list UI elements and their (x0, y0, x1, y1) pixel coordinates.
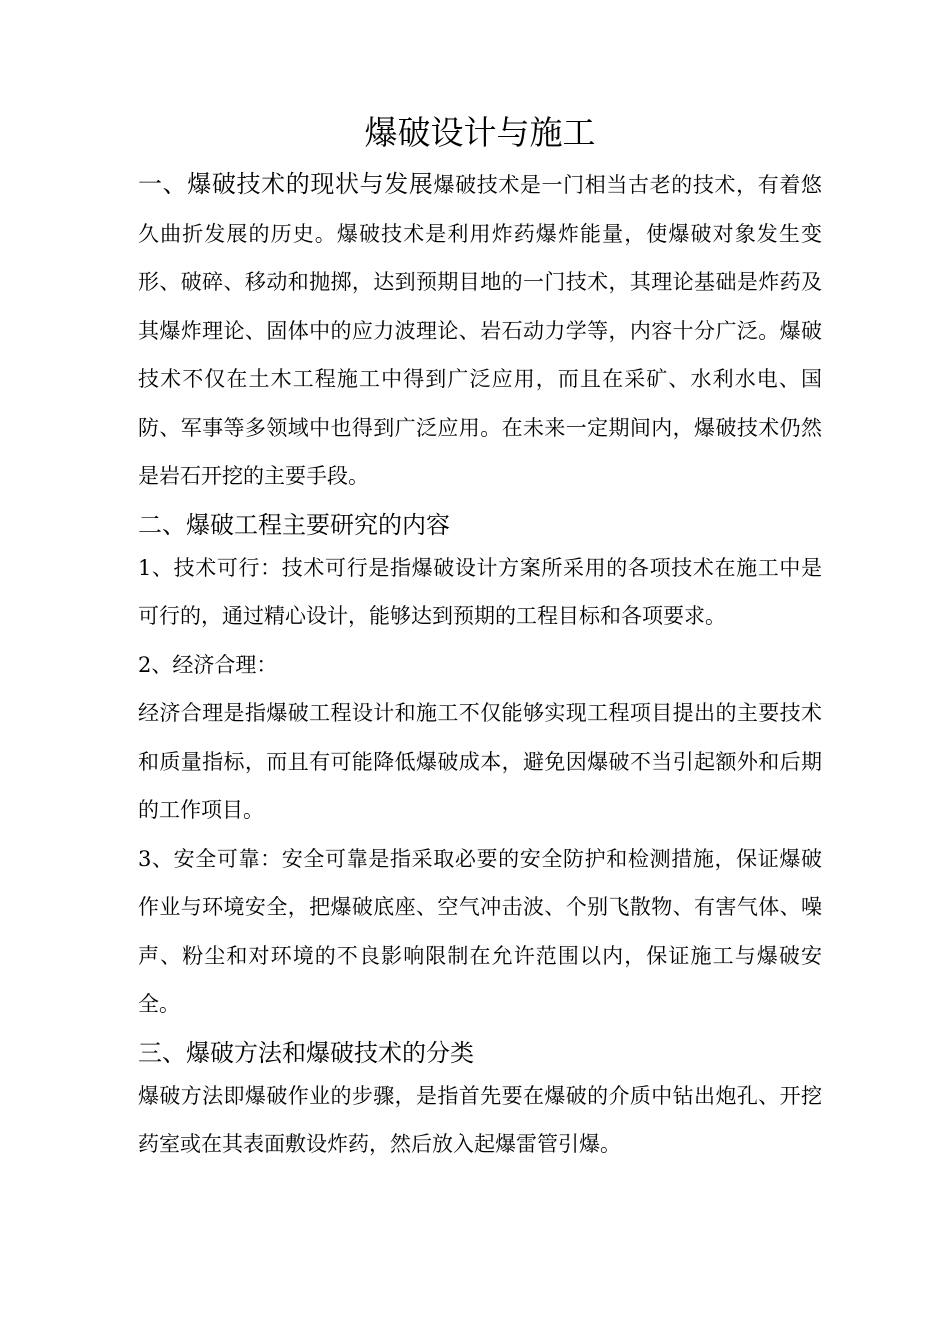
document-content (138, 108, 822, 1169)
section-2-item-1: 1、技术可行：技术可行是指爆破设计方案所采用的各项技术在施工中是可行的，通过精心设计，能够达到预期的工程目标和各项要求。 (138, 555, 822, 628)
section-1-paragraph (138, 160, 822, 501)
section-2-item-2-text: 经济合理是指爆破工程设计和施工不仅能够实现工程项目提出的主要技术和质量指标，而且有可能降低爆破成本，避免因爆破不当引起额外和后期的工作项目。 (138, 701, 822, 822)
section-3-heading: 三、爆破方法和爆破技术的分类 (138, 1038, 474, 1067)
section-2-item-2-label: 2、经济合理： (138, 652, 278, 677)
section-1-heading: 一、爆破技术的现状与发展 (138, 170, 434, 198)
section-2-item-3: 3、安全可靠：安全可靠是指采取必要的安全防护和检测措施，保证爆破作业与环境安全，把爆破底座、空气冲击波、个别飞散物、有害气体、噪声、粉尘和对环境的不良影响限制在允许范围以内，保证施工与爆破安全。 (138, 846, 822, 1016)
section-1-text: 爆破技术是一门相当古老的技术，有着悠久曲折发展的历史。爆破技术是利用炸药爆炸能量，使爆破对象发生变形、破碎、移动和抛掷，达到预期目地的一门技术，其理论基础是炸药及其爆炸理论、固体中的应力波理论、岩石动力学等，内容十分广泛。爆破技术不仅在土木工程施工中得到广泛应用，而且在采矿、水利水电、国防、军事等多领域中也得到广泛应用。在未来一定期间内，爆破技术仍然是岩石开挖的主要手段。 (138, 173, 823, 488)
section-3-paragraph: 爆破方法即爆破作业的步骤，是指首先要在爆破的介质中钻出炮孔、开挖药室或在其表面敷设炸药，然后放入起爆雷管引爆。 (138, 1083, 822, 1156)
document-title: 爆破设计与施工 (364, 113, 596, 152)
section-2-heading: 二、爆破工程主要研究的内容 (138, 510, 450, 539)
